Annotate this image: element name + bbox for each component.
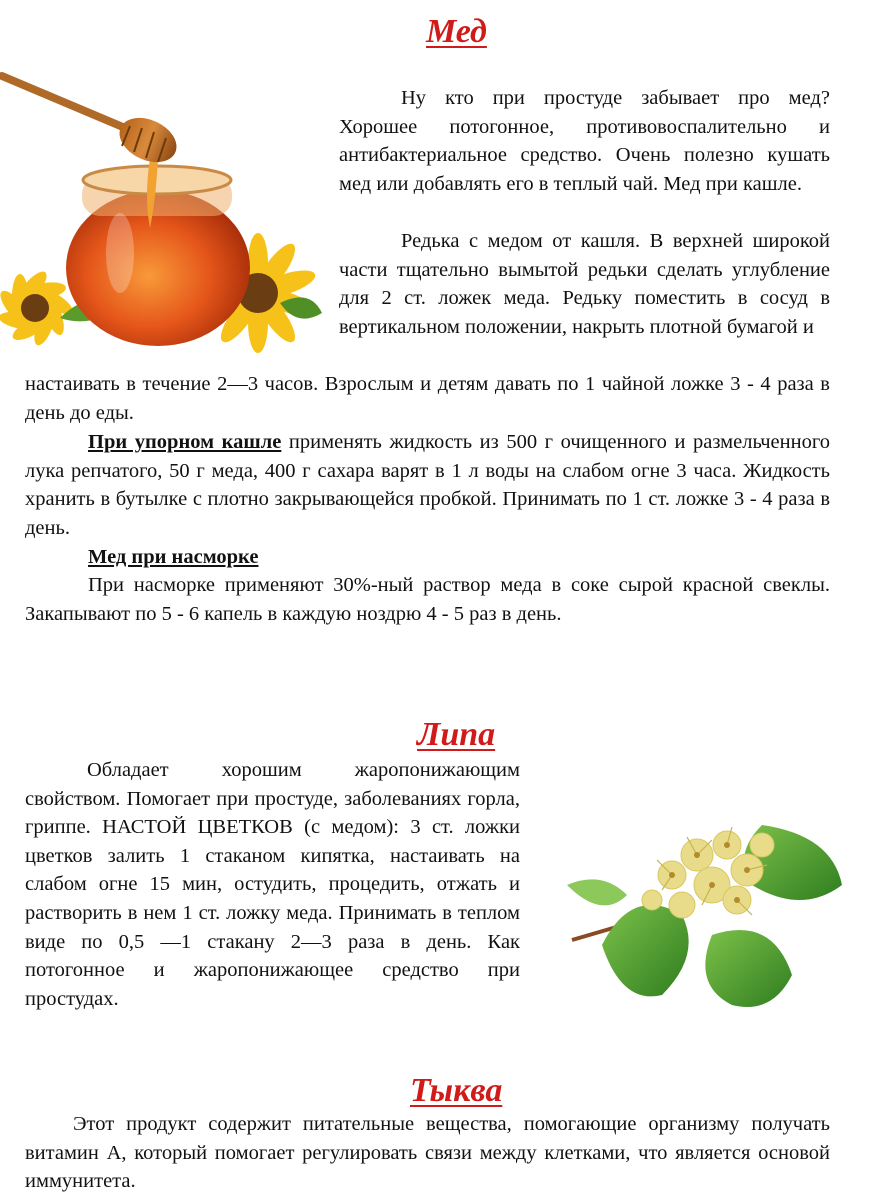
runny-nose-paragraph: При насморке применяют 30%-ный раствор меда в соке сырой красной свеклы. Закапывают по 5 - 6 капель в каждую ноздрю 4 - 5 раз в день. <box>25 574 830 625</box>
linden-paragraph: Обладает хорошим жаропонижающим свойством. Помогает при простуде, заболеваниях горла, гриппе. НАСТОЙ ЦВЕТКОВ (с медом): 3 ст. ложки цветков залить 1 стаканом кипятка, настаивать на слабом огне 15 мин, остудить, процедить, отжать и растворить в нем 1 ст. ложку меда. Принимать в теплом виде по 0,5 —1 стакану 2—3 раза в день. Как потогонное и жаропонижающее средство при простудах. <box>25 759 520 1010</box>
radish-recipe-paragraph: Редька с медом от кашля. В верхней широкой части тщательно вымытой редьки сделать углубление для 2 ст. ложек меда. Редьку поместить в сосуд в вертикальном положении, накрыть плотной бумагой и <box>339 230 830 338</box>
persistent-cough-paragraph <box>25 428 830 542</box>
honey-title: Мед <box>426 13 487 50</box>
honey-jar-illustration <box>0 68 325 353</box>
honey-jar-icon <box>0 68 325 353</box>
honey-intro-paragraph: Ну кто при простуде забывает про мед? Хорошее потогонное, противовоспалительно и антибактериальное средство. Очень полезно кушать мед или добавлять его в теплый чай. Мед при кашле. <box>339 87 830 195</box>
persistent-cough-text: применять жидкость из 500 г очищенного и размельченного лука репчатого, 50 г меда, 400 г сахара варят в 1 л воды на слабом огне 3 часа. Жидкость хранить в бутылке с плотно закрывающейся пробкой. Принимать по 1 ст. ложке 3 - 4 раза в день. <box>25 431 830 539</box>
runny-nose-heading: Мед при насморке <box>88 546 259 568</box>
linden-flower-icon <box>562 785 852 1015</box>
radish-recipe-continuation: настаивать в течение 2—3 часов. Взрослым и детям давать по 1 чайной ложке 3 - 4 раза в день до еды. <box>25 373 830 424</box>
linden-title: Липа <box>417 716 496 753</box>
pumpkin-paragraph: Этот продукт содержит питательные вещества, помогающие организму получать витамин А, который помогает регулировать связи между клетками, что является основой иммунитета. <box>25 1113 830 1193</box>
persistent-cough-heading: При упорном кашле <box>88 431 282 453</box>
pumpkin-title: Тыква <box>410 1072 503 1109</box>
linden-flower-illustration <box>562 785 852 1015</box>
